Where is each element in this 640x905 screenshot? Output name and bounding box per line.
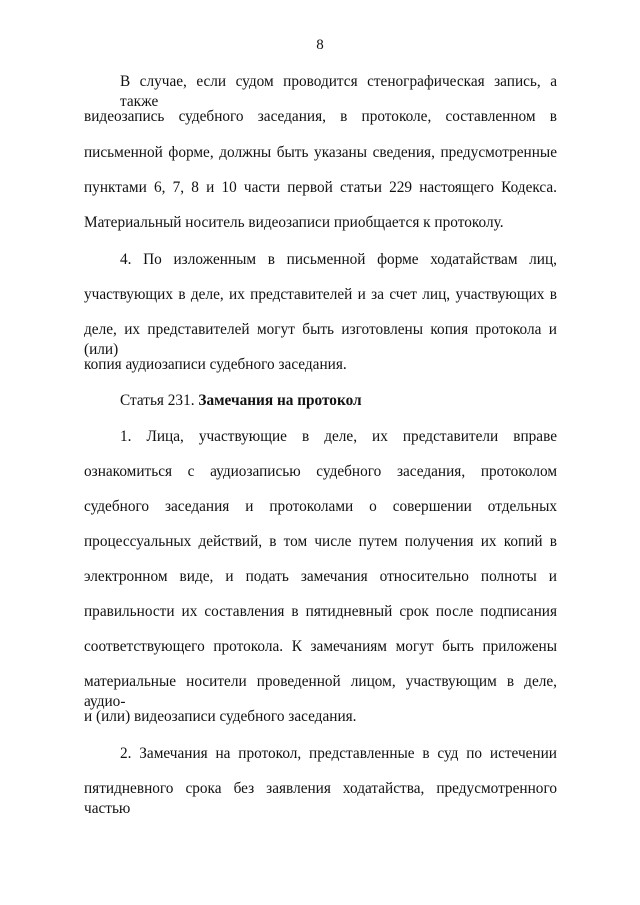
text-line: судебного заседания и протоколами о совершении отдельных [84, 498, 557, 515]
article-heading [120, 391, 557, 411]
text-line: деле, их представителей могут быть изготовлены копия протокола и (или) [84, 321, 557, 358]
text-line: ознакомиться с аудиозаписью судебного заседания, протоколом [84, 463, 557, 480]
text-line: Материальный носитель видеозаписи приобщается к протоколу. [84, 214, 504, 231]
text-line: 1. Лица, участвующие в деле, их представители вправе [120, 428, 557, 445]
text-line: и (или) видеозаписи судебного заседания. [84, 708, 357, 725]
text-line: процессуальных действий, в том числе путем получения их копий в [84, 533, 557, 550]
text-line: видеозапись судебного заседания, в протоколе, составленном в [84, 108, 557, 125]
text-line: пунктами 6, 7, 8 и 10 части первой статьи 229 настоящего Кодекса. [84, 179, 557, 196]
page-number: 8 [316, 37, 324, 53]
text-line: правильности их составления в пятидневный срок после подписания [84, 603, 557, 620]
article-number: Статья 231. [120, 392, 195, 409]
text-line: В случае, если судом проводится стенографическая запись, а также [120, 73, 557, 110]
text-line: участвующих в деле, их представителей и за счет лиц, участвующих в [84, 286, 557, 303]
text-line: соответствующего протокола. К замечаниям могут быть приложены [84, 638, 557, 655]
text-line: пятидневного срока без заявления ходатайства, предусмотренного частью [84, 780, 557, 817]
text-line: письменной форме, должны быть указаны сведения, предусмотренные [84, 144, 557, 161]
text-line: 2. Замечания на протокол, представленные в суд по истечении [120, 745, 557, 762]
text-line: 4. По изложенным в письменной форме ходатайствам лиц, [120, 251, 557, 268]
text-line: копия аудиозаписи судебного заседания. [84, 356, 347, 373]
text-line: электронном виде, и подать замечания относительно полноты и [84, 568, 557, 585]
article-title: Замечания на протокол [198, 392, 362, 409]
text-line: материальные носители проведенной лицом, участвующим в деле, аудио- [84, 673, 557, 710]
